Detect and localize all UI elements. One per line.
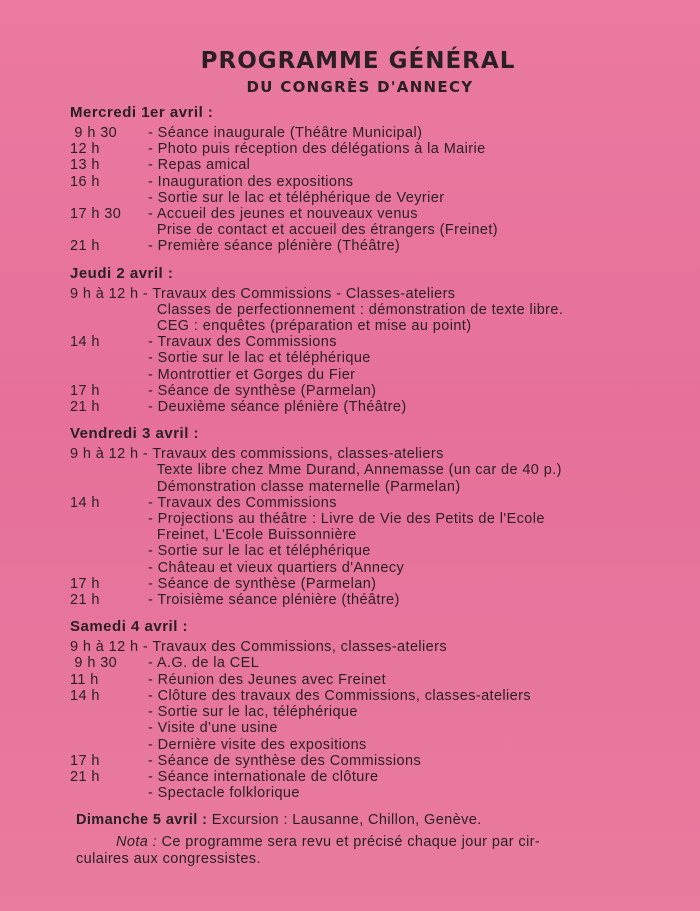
schedule-entry	[70, 302, 670, 318]
entry-text: - Séance internationale de clôture	[148, 768, 379, 785]
entry-text: - Spectacle folklorique	[148, 785, 300, 802]
entry-time: 12 h	[70, 141, 100, 158]
entry-time	[70, 785, 148, 801]
entry-time: 17 h	[70, 575, 100, 592]
entry-text: Prise de contact et accueil des étrangers (Freinet)	[148, 222, 499, 239]
entry-time	[70, 318, 148, 334]
schedule-entry	[70, 527, 670, 543]
schedule-entry	[70, 785, 670, 801]
entry-text: - Séance de synthèse (Parmelan)	[148, 382, 377, 399]
nota-note	[76, 834, 666, 868]
entry-text: Classes de perfectionnement : démonstration de texte libre.	[148, 301, 564, 318]
entry-time	[70, 737, 148, 753]
entry-time: 21 h	[70, 399, 100, 416]
entry-text: - Travaux des Commissions - Classes-ateliers	[138, 285, 456, 302]
schedule-entry	[70, 688, 670, 704]
sunday-excursion	[76, 812, 666, 829]
schedule-entry	[70, 576, 670, 592]
schedule-entry	[70, 125, 670, 141]
day-header: Vendredi 3 avril :	[70, 425, 200, 443]
entry-text: CEG : enquêtes (préparation et mise au point)	[148, 318, 472, 335]
entry-time	[70, 704, 148, 720]
day-block	[70, 104, 670, 255]
entry-time: 21 h	[70, 592, 100, 609]
schedule-entry	[70, 655, 670, 671]
entry-time: 17 h	[70, 382, 100, 399]
entry-time: 9 h à 12 h	[70, 446, 139, 463]
entry-text: - Travaux des Commissions	[148, 494, 337, 511]
entry-text: Freinet, L'Ecole Buissonnière	[148, 527, 357, 544]
entry-text: - Sortie sur le lac et téléphérique de Veyrier	[148, 189, 445, 206]
nota-label: Nota :	[116, 834, 158, 850]
entry-time: 17 h 30	[70, 206, 122, 223]
entry-time: 14 h	[70, 494, 100, 511]
schedule-entry	[70, 511, 670, 527]
entry-text: - Repas amical	[148, 157, 251, 174]
schedule-entry	[70, 222, 670, 238]
schedule-entry	[70, 190, 670, 206]
schedule-entry	[70, 383, 670, 399]
schedule-entry	[70, 446, 670, 462]
entry-time: 16 h	[70, 173, 100, 190]
entry-time	[70, 560, 148, 576]
entry-text: - A.G. de la CEL	[148, 655, 260, 672]
document-title: PROGRAMME GÉNÉRAL	[200, 48, 516, 74]
entry-text: - Clôture des travaux des Commissions, classes-ateliers	[148, 687, 532, 704]
schedule-entry	[70, 704, 670, 720]
entry-time	[70, 190, 148, 206]
schedule-entry	[70, 753, 670, 769]
day-block	[70, 425, 670, 608]
closing-day: Dimanche 5 avril :	[76, 812, 208, 828]
entry-text: - Séance de synthèse des Commissions	[148, 752, 422, 769]
entry-time: 9 h 30	[70, 655, 118, 672]
schedule-entry	[70, 769, 670, 785]
entry-text: - Dernière visite des expositions	[148, 736, 367, 753]
schedule-entry	[70, 157, 670, 173]
entry-text: - Sortie sur le lac et téléphérique	[148, 543, 371, 560]
day-block	[70, 618, 670, 801]
schedule-entry	[70, 737, 670, 753]
entry-time	[70, 527, 148, 543]
entry-text: - Inauguration des expositions	[148, 173, 354, 190]
entry-time: 9 h à 12 h	[70, 639, 139, 656]
entry-time	[70, 479, 148, 495]
nota-line-1: Ce programme sera revu et précisé chaque jour par cir-	[161, 834, 541, 850]
entry-text: - Château et vieux quartiers d'Annecy	[148, 559, 405, 576]
entry-time: 14 h	[70, 334, 100, 351]
entry-text: - Travaux des Commissions	[148, 334, 337, 351]
entry-time: 21 h	[70, 238, 100, 255]
entry-text: - Première séance plénière (Théâtre)	[148, 238, 401, 255]
entry-text: - Séance de synthèse (Parmelan)	[148, 575, 377, 592]
entry-time: 21 h	[70, 768, 100, 785]
schedule-entry	[70, 141, 670, 157]
entry-time	[70, 367, 148, 383]
schedule-entry	[70, 399, 670, 415]
entry-time: 17 h	[70, 752, 100, 769]
entry-time	[70, 350, 148, 366]
entry-time	[70, 543, 148, 559]
schedule-entry	[70, 592, 670, 608]
entry-time: 9 h à 12 h	[70, 285, 139, 302]
entry-time	[70, 302, 148, 318]
closing-text: Excursion : Lausanne, Chillon, Genève.	[211, 812, 482, 828]
entry-text: - Troisième séance plénière (théâtre)	[148, 592, 400, 609]
day-header: Jeudi 2 avril :	[70, 264, 174, 282]
entry-text: - Séance inaugurale (Théâtre Municipal)	[148, 125, 423, 141]
entry-text: Démonstration classe maternelle (Parmelan)	[148, 478, 461, 495]
entry-time	[70, 222, 148, 238]
entry-time: 11 h	[70, 671, 99, 688]
day-block	[70, 265, 670, 416]
schedule-entry	[70, 286, 670, 302]
entry-text: - Travaux des commissions, classes-ateliers	[138, 446, 444, 463]
schedule-entry	[70, 495, 670, 511]
entry-text: - Réunion des Jeunes avec Freinet	[148, 671, 387, 688]
entry-text: - Photo puis réception des délégations à la Mairie	[148, 141, 486, 158]
entry-text: - Montrottier et Gorges du Fier	[148, 366, 356, 383]
entry-time	[70, 511, 148, 527]
schedule-entry	[70, 334, 670, 350]
schedule-entry	[70, 639, 670, 655]
entry-time: 13 h	[70, 157, 100, 174]
entry-text: - Sortie sur le lac, téléphérique	[148, 704, 358, 721]
schedule-entry	[70, 367, 670, 383]
schedule-entry	[70, 174, 670, 190]
schedule-entry	[70, 206, 670, 222]
schedule-entry	[70, 543, 670, 559]
schedule-entry	[70, 238, 670, 254]
entry-time	[70, 720, 148, 736]
document-subtitle: DU CONGRÈS D'ANNECY	[246, 78, 474, 96]
schedule-entry	[70, 462, 670, 478]
schedule-entry	[70, 672, 670, 688]
entry-time: 14 h	[70, 687, 100, 704]
schedule-days	[70, 104, 670, 811]
schedule-entry	[70, 720, 670, 736]
entry-text: - Projections au théâtre : Livre de Vie des Petits de l'Ecole	[148, 511, 545, 528]
entry-time	[70, 462, 148, 478]
day-header: Mercredi 1er avril :	[70, 104, 214, 121]
entry-text: - Accueil des jeunes et nouveaux venus	[148, 206, 418, 223]
entry-text: Texte libre chez Mme Durand, Annemasse (un car de 40 p.)	[148, 462, 562, 479]
schedule-entry	[70, 318, 670, 334]
day-header: Samedi 4 avril :	[70, 618, 189, 636]
entry-text: - Deuxième séance plénière (Théâtre)	[148, 399, 407, 416]
nota-line-2: culaires aux congressistes.	[76, 851, 261, 867]
schedule-entry	[70, 350, 670, 366]
entry-text: - Sortie sur le lac et téléphérique	[148, 350, 371, 367]
entry-time: 9 h 30	[70, 125, 118, 141]
entry-text: - Visite d'une usine	[148, 720, 278, 737]
schedule-entry	[70, 479, 670, 495]
entry-text: - Travaux des Commissions, classes-ateliers	[138, 639, 447, 656]
schedule-entry	[70, 560, 670, 576]
